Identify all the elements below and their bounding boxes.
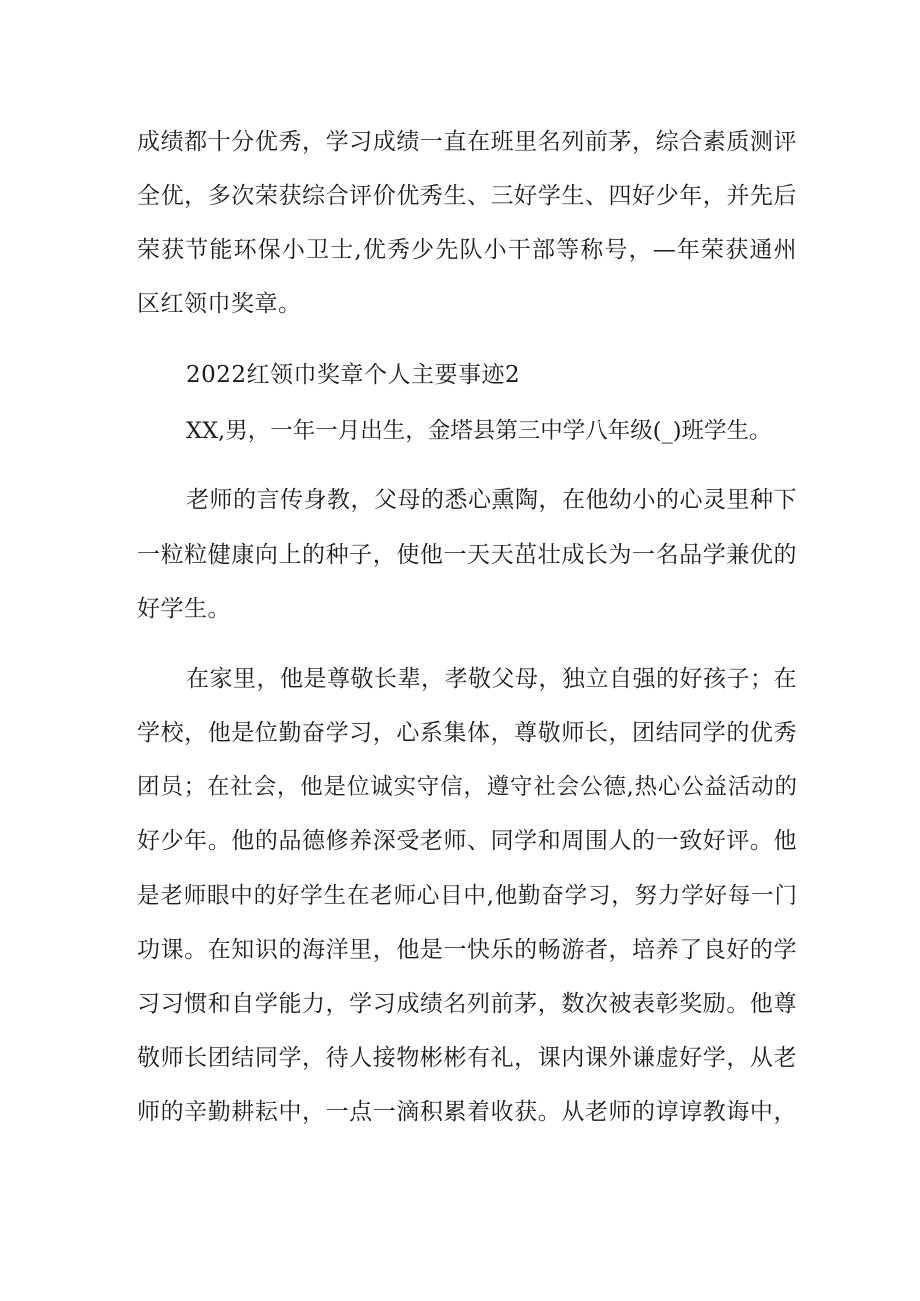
paragraph-4-line-5: 是老师眼中的好学生在老师心目中,他勤奋学习，努力学好每一门: [137, 883, 797, 909]
paragraph-4-line-1: 在家里，他是尊敬长辈，孝敬父母，独立自强的好孩子；在: [186, 666, 797, 692]
paragraph-4-line-4: 好少年。他的品德修养深受老师、同学和周围人的一致好评。他: [137, 828, 797, 854]
paragraph-1-line-1: 成绩都十分优秀，学习成绩一直在班里名列前茅，综合素质测评: [137, 129, 797, 155]
paragraph-2-line-1: XX,男，一年一月出生，金塔县第三中学八年级(_)班学生。: [186, 418, 772, 444]
paragraph-3-line-2: 一粒粒健康向上的种子，使他一天天茁壮成长为一名品学兼优的: [137, 542, 797, 568]
paragraph-3-line-3: 好学生。: [137, 596, 231, 622]
section-heading: 2022红领巾奖章个人主要事迹2: [186, 362, 521, 388]
paragraph-4-line-7: 习习惯和自学能力，学习成绩名列前茅，数次被表彰奖励。他尊: [137, 991, 797, 1017]
paragraph-1-line-3: 荣获节能环保小卫士,优秀少先队小干部等称号，—年荣获通州: [137, 237, 797, 263]
paragraph-3-line-1: 老师的言传身教，父母的悉心熏陶，在他幼小的心灵里种下: [186, 487, 797, 513]
paragraph-4-line-6: 功课。在知识的海洋里，他是一快乐的畅游者，培养了良好的学: [137, 937, 797, 963]
paragraph-4-line-2: 学校，他是位勤奋学习，心系集体，尊敬师长，团结同学的优秀: [137, 720, 797, 746]
paragraph-4-line-9: 师的辛勤耕耘中，一点一滴积累着收获。从老师的谆谆教诲中，: [137, 1099, 797, 1125]
paragraph-1-line-4: 区红领巾奖章。: [137, 291, 302, 317]
paragraph-4-line-8: 敬师长团结同学，待人接物彬彬有礼，课内课外谦虚好学，从老: [137, 1045, 797, 1071]
paragraph-4-line-3: 团员；在社会，他是位诚实守信，遵守社会公德,热心公益活动的: [137, 774, 797, 800]
paragraph-1-line-2: 全优，多次荣获综合评价优秀生、三好学生、四好少年，并先后: [137, 183, 797, 209]
